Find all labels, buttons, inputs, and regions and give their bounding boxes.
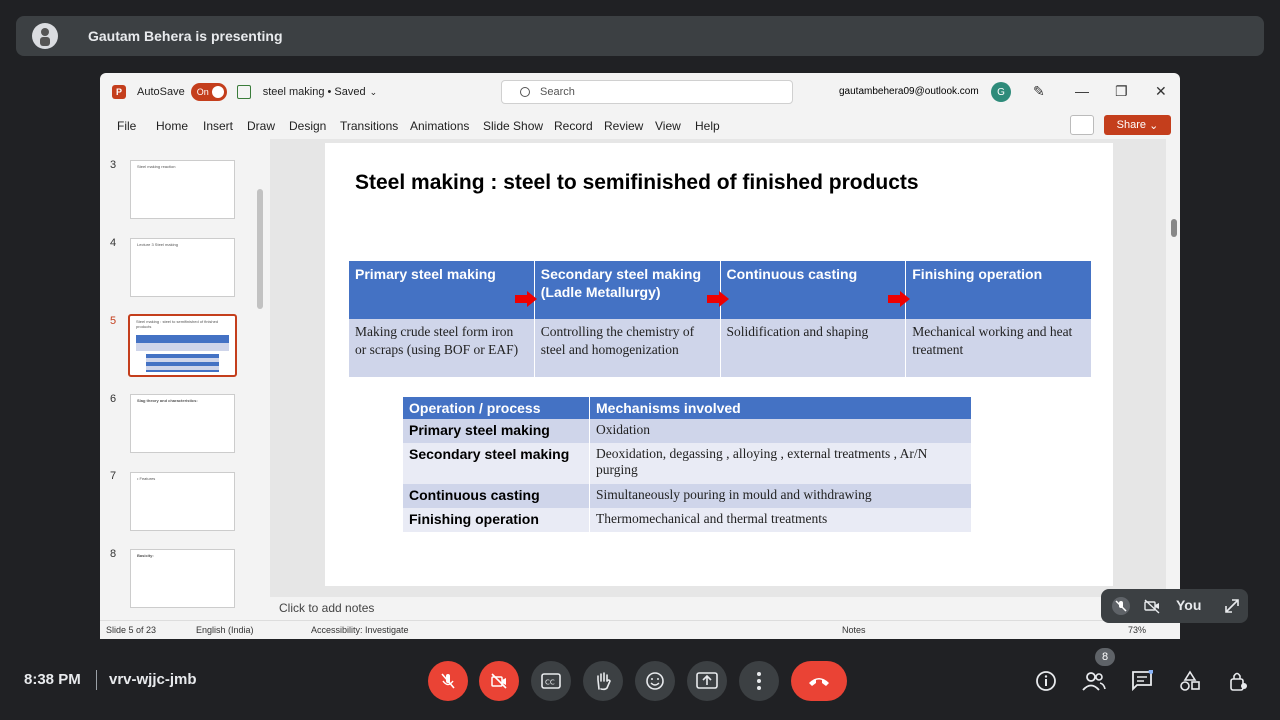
powerpoint-logo-icon: P	[112, 85, 126, 99]
mech-value-cell: Deoxidation, degassing , alloying , external treatments , Ar/N purging	[596, 446, 928, 477]
menu-design[interactable]: Design	[289, 119, 327, 133]
activities-icon	[1179, 670, 1201, 692]
notes-toggle[interactable]: Notes	[842, 625, 866, 635]
menu-record[interactable]: Record	[554, 119, 593, 133]
flow-header-cell: Finishing operation	[906, 261, 1092, 319]
thumbnail-number: 8	[110, 548, 117, 560]
right-arrow-icon	[888, 291, 910, 307]
search-icon	[520, 87, 530, 97]
flow-body-cell: Making crude steel form iron or scraps (using BOF or EAF)	[349, 319, 535, 377]
table-row	[403, 508, 971, 532]
raise-hand-button[interactable]	[583, 661, 623, 701]
mech-value-cell: Simultaneously pouring in mould and withdrawing	[596, 487, 872, 502]
people-button[interactable]	[1081, 668, 1107, 694]
mic-off-icon	[438, 671, 458, 691]
menu-transitions[interactable]: Transitions	[340, 119, 399, 133]
process-flow-table	[349, 261, 1092, 377]
mic-off-icon	[1112, 597, 1130, 615]
menu-draw[interactable]: Draw	[247, 119, 276, 133]
slide-thumbnail-6[interactable]	[130, 394, 235, 453]
people-icon	[1082, 671, 1106, 691]
expand-icon[interactable]	[1223, 597, 1241, 615]
present-screen-button[interactable]	[687, 661, 727, 701]
menu-home[interactable]: Home	[156, 119, 189, 133]
svg-text:CC: CC	[545, 678, 555, 687]
presenter-avatar	[32, 23, 58, 49]
mech-op-cell: Finishing operation	[403, 508, 590, 532]
right-arrow-icon	[707, 291, 729, 307]
mech-value-cell: Thermomechanical and thermal treatments	[596, 511, 828, 526]
flow-header-cell: Continuous casting	[721, 261, 907, 319]
language-indicator[interactable]: English (India)	[196, 625, 254, 635]
menu-view[interactable]: View	[655, 119, 681, 133]
mech-value-cell: Oxidation	[596, 422, 650, 437]
slide-thumbnail-8[interactable]	[130, 549, 235, 608]
person-icon	[36, 26, 54, 46]
mech-header-cell: Operation / process	[403, 397, 590, 419]
menu-insert[interactable]: Insert	[203, 119, 234, 133]
thumbnail-text: Lecture 3 Steel making	[137, 242, 178, 247]
more-vert-icon	[756, 671, 762, 691]
thumbnail-text: Slag theory and characteristics:	[137, 398, 198, 403]
account-email[interactable]: gautambehera09@outlook.com	[839, 86, 979, 97]
thumbnail-text: Steel making reaction	[137, 164, 176, 169]
share-button[interactable]: Share ⌄	[1104, 115, 1171, 135]
mic-toggle-button[interactable]	[428, 661, 468, 701]
menu-help[interactable]: Help	[695, 119, 720, 133]
menu-animations[interactable]: Animations	[410, 119, 470, 133]
self-tile-label: You	[1176, 597, 1202, 613]
self-video-tile[interactable]	[1101, 589, 1248, 623]
end-call-icon	[807, 675, 831, 687]
share-label: Share	[1116, 119, 1147, 131]
emoji-icon	[645, 671, 665, 691]
notes-placeholder: Click to add notes	[279, 601, 375, 615]
flow-header-cell: Primary steel making	[349, 261, 535, 319]
close-icon[interactable]: ✕	[1155, 83, 1167, 99]
notes-area[interactable]	[270, 597, 1180, 619]
meet-control-bar	[0, 650, 1280, 720]
minimize-icon[interactable]: —	[1075, 83, 1089, 99]
comments-button[interactable]	[1070, 115, 1094, 135]
camera-toggle-button[interactable]	[479, 661, 519, 701]
people-count-badge: 8	[1095, 648, 1115, 666]
info-icon	[1035, 670, 1057, 692]
thumbnail-number: 4	[110, 237, 117, 249]
slide-title: Steel making : steel to semifinished of finished products	[355, 171, 919, 194]
thumbnail-number: 7	[110, 470, 117, 482]
thumbnail-text: Steel making : steel to semifinished of finished products	[136, 319, 219, 329]
flow-body-cell: Mechanical working and heat treatment	[906, 319, 1092, 377]
slide-thumbnail-7[interactable]	[130, 472, 235, 531]
flow-body-row	[349, 319, 1092, 377]
emoji-button[interactable]	[635, 661, 675, 701]
powerpoint-window	[100, 73, 1180, 639]
slide-thumbnail-4[interactable]	[130, 238, 235, 297]
slide-thumbnails-pane	[100, 139, 268, 619]
save-icon[interactable]	[237, 85, 251, 99]
slide-thumbnail-3[interactable]	[130, 160, 235, 219]
thumbnail-text: • Features	[137, 476, 156, 481]
lock-person-icon	[1227, 670, 1249, 692]
mech-op-cell: Primary steel making	[403, 419, 590, 443]
mech-header-cell: Mechanisms involved	[596, 400, 741, 416]
flow-body-cell: Solidification and shaping	[721, 319, 907, 377]
captions-icon	[541, 673, 561, 689]
account-avatar[interactable]: G	[991, 82, 1011, 102]
meeting-code[interactable]: vrv-wjjc-jmb	[109, 671, 197, 688]
table-row	[403, 419, 971, 443]
present-screen-icon	[696, 672, 718, 690]
activities-button[interactable]	[1177, 668, 1203, 694]
menu-file[interactable]: File	[117, 119, 137, 133]
divider	[96, 670, 97, 690]
slide-counter: Slide 5 of 23	[106, 625, 157, 635]
scrollbar-thumb[interactable]	[1171, 219, 1177, 237]
menu-slide-show[interactable]: Slide Show	[483, 119, 544, 133]
mech-op-cell: Secondary steel making	[403, 443, 590, 484]
search-box[interactable]	[501, 80, 793, 104]
host-controls-button[interactable]	[1225, 668, 1251, 694]
chat-icon	[1131, 670, 1153, 692]
slide[interactable]	[325, 143, 1113, 586]
document-name[interactable]: steel making • Saved	[262, 86, 366, 98]
mech-header-row	[403, 397, 971, 419]
mechanisms-table	[403, 397, 971, 532]
autosave-label: AutoSave	[137, 86, 185, 98]
slide-thumbnail-5[interactable]	[128, 314, 237, 377]
leave-call-button[interactable]	[791, 661, 847, 701]
captions-button[interactable]	[531, 661, 571, 701]
slide-scrollbar[interactable]	[1168, 139, 1180, 579]
flow-body-cell: Controlling the chemistry of steel and homogenization	[535, 319, 721, 377]
search-placeholder: Search	[540, 86, 575, 98]
zoom-level[interactable]: 73%	[1128, 625, 1147, 635]
presenting-banner	[16, 16, 1264, 56]
thumbnail-text: Basicity:	[137, 553, 154, 558]
flow-header-row	[349, 261, 1092, 319]
flow-header-cell: Secondary steel making (Ladle Metallurgy)	[535, 261, 721, 319]
autosave-state: On	[196, 87, 209, 97]
right-arrow-icon	[515, 291, 537, 307]
autosave-toggle[interactable]	[191, 83, 227, 101]
chat-button[interactable]	[1129, 668, 1155, 694]
camera-off-icon	[1143, 597, 1161, 615]
ribbon-menu	[100, 113, 1180, 139]
restore-icon[interactable]: ❐	[1115, 83, 1128, 99]
camera-off-icon	[489, 671, 509, 691]
thumbnail-number: 6	[110, 393, 117, 405]
hand-icon	[593, 671, 613, 691]
status-bar	[100, 620, 1180, 639]
mech-op-cell: Continuous casting	[403, 484, 590, 508]
pen-icon[interactable]: ✎	[1033, 83, 1045, 99]
accessibility-status[interactable]: Accessibility: Investigate	[311, 625, 409, 635]
thumbnail-scrollbar[interactable]	[257, 139, 263, 619]
chevron-down-icon[interactable]: ⌄	[369, 86, 378, 97]
thumbnail-number: 5	[110, 315, 117, 327]
menu-review[interactable]: Review	[604, 119, 644, 133]
slide-canvas	[270, 139, 1166, 597]
presenting-text: Gautam Behera is presenting	[88, 28, 283, 44]
more-options-button[interactable]	[739, 661, 779, 701]
scrollbar-thumb[interactable]	[257, 189, 263, 309]
table-row	[403, 484, 971, 508]
table-row	[403, 443, 971, 484]
thumbnail-number: 3	[110, 159, 117, 171]
meeting-info-button[interactable]	[1033, 668, 1059, 694]
clock: 8:38 PM	[24, 671, 81, 688]
